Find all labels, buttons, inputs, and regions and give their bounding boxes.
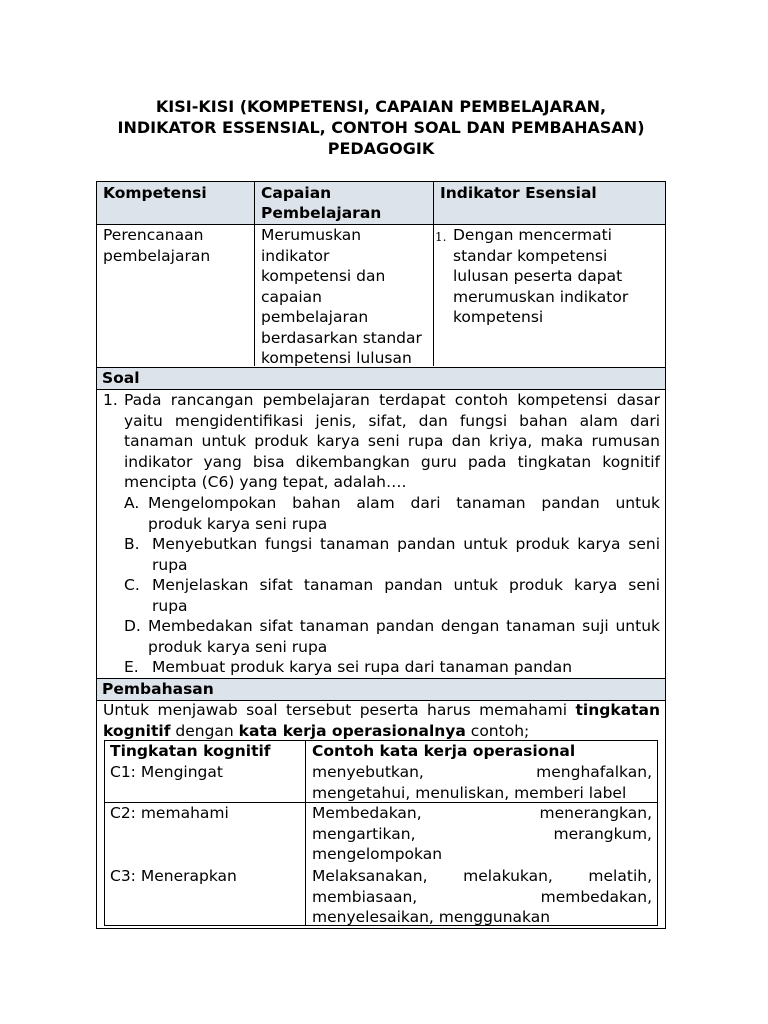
kko-word: menghafalkan, [536,763,652,781]
kko-word: melatih, [588,867,652,885]
question-line: Pada rancangan pembelajaran terdapat contoh kompetensi dasar [124,391,660,409]
cell-line: merumuskan indikator [453,287,629,306]
cell-kompetensi [103,225,210,266]
option-b-letter: B. [124,535,140,553]
question-line: indikator yang bisa dikembangkan guru pada tingkatan kognitif [124,452,660,471]
intro-text: Untuk menjawab soal tersebut peserta harus memahami [103,701,576,719]
option-line: produk karya seni rupa [148,514,328,533]
option-d [148,616,660,657]
option-a-letter: A. [124,494,140,512]
intro-bold: kognitif [103,721,171,740]
cell-line: lulusan peserta dapat [453,267,623,285]
kko-word: merangkum, [553,824,652,843]
kko-c1 [312,762,652,803]
option-c [152,575,660,616]
option-line: rupa [152,596,188,615]
pembahasan-label: Pembahasan [102,680,214,698]
soal-band [97,368,665,389]
kko-line [312,866,652,887]
kko-line [312,762,652,783]
cell-line: kompetensi lulusan [261,349,412,367]
cell-line: Perencanaan [103,226,204,244]
cell-line: pembelajaran [103,246,211,265]
kko-word: mengartikan, [312,824,416,843]
header-capaian [261,183,381,223]
option-e [152,657,660,678]
column-divider [433,182,434,366]
indikator-number: 1. [435,230,447,244]
cell-line: indikator [261,246,330,265]
kko-line: mengetahui, menuliskan, memberi label [312,783,627,802]
option-b [152,534,660,575]
cell-line: capaian [261,287,322,306]
cell-capaian [261,225,422,369]
kko-word: melakukan, [463,867,553,885]
pembahasan-band [97,679,665,700]
cell-line: Merumuskan [261,226,362,244]
option-d-letter: D. [124,617,141,635]
kisi-kisi-table [96,181,666,929]
question-line: yaitu mengidentifikasi jenis, sifat, dan fungsi bahan alam dari [124,411,660,430]
column-divider [305,741,306,925]
kko-word: membedakan, [540,887,652,906]
kko-line [312,887,652,908]
cell-line: kompetensi dan [261,267,386,285]
option-line: Menjelaskan sifat tanaman pandan untuk produk karya seni [152,576,660,594]
intro-text: dengan [170,721,239,740]
cell-line: Dengan mencermati [453,226,612,244]
column-divider [254,182,255,366]
title-line-1: KISI-KISI (KOMPETENSI, CAPAIAN PEMBELAJARAN, [155,97,607,116]
level-c1: C1: Mengingat [110,763,223,781]
kko-line: mengelompokan [312,845,443,863]
intro-line-1 [103,700,660,721]
intro-bold: tingkatan [575,701,660,719]
kognitif-table [104,740,658,926]
page-title [96,96,666,159]
level-c2: C2: memahami [110,804,229,822]
cell-line: berdasarkan standar [261,328,422,347]
option-line: Membuat produk karya sei rupa dari tanaman pandan [152,658,573,676]
kko-word: Melaksanakan, [312,867,428,885]
header-kko: Contoh kata kerja operasional [312,742,576,760]
intro-bold: kata kerja operasionalnya [238,721,466,740]
header-kompetensi: Kompetensi [103,184,207,202]
option-line: Membedakan sifat tanaman pandan dengan tanaman suji untuk [148,617,660,635]
kko-line [312,824,652,845]
option-e-letter: E. [124,658,139,676]
option-line: produk karya seni rupa [148,637,328,656]
header-capaian-line-1: Capaian [261,184,332,202]
intro-text: contoh; [465,721,530,740]
soal-label: Soal [102,369,140,387]
cell-line: standar kompetensi [453,246,608,265]
question-line: mencipta (C6) yang tepat, adalah…. [124,473,407,491]
intro-line-2 [103,721,660,742]
kko-word: menyebutkan, [312,763,424,781]
option-a [148,493,660,534]
question-line: tanaman untuk produk karya seni rupa dan kriya, maka rumusan [124,432,660,450]
header-capaian-line-2: Pembelajaran [261,204,382,222]
kko-c2 [312,803,652,865]
option-c-letter: C. [124,576,140,594]
option-line: Mengelompokan bahan alam dari tanaman pandan untuk [148,494,660,512]
cell-indikator [453,225,628,328]
soal-number: 1. [103,391,118,409]
kko-c3 [312,866,652,928]
option-line: rupa [152,555,188,574]
pembahasan-intro [103,700,660,741]
kko-line [312,803,652,824]
title-line-3: PEDAGOGIK [327,139,435,158]
soal-question [124,390,660,493]
option-line: Menyebutkan fungsi tanaman pandan untuk produk karya seni [152,535,660,553]
header-indikator: Indikator Esensial [440,184,597,202]
title-line-2: INDIKATOR ESSENSIAL, CONTOH SOAL DAN PEMBAHASAN) [117,118,645,137]
kko-word: menerangkan, [539,804,652,822]
kko-line: menyelesaikan, menggunakan [312,908,551,926]
kko-word: Membedakan, [312,804,422,822]
kko-word: membiasaan, [312,887,418,906]
cell-line: kompetensi [453,308,544,326]
level-c3: C3: Menerapkan [110,867,237,885]
header-tingkatan: Tingkatan kognitif [110,742,271,760]
cell-line: pembelajaran [261,308,369,326]
